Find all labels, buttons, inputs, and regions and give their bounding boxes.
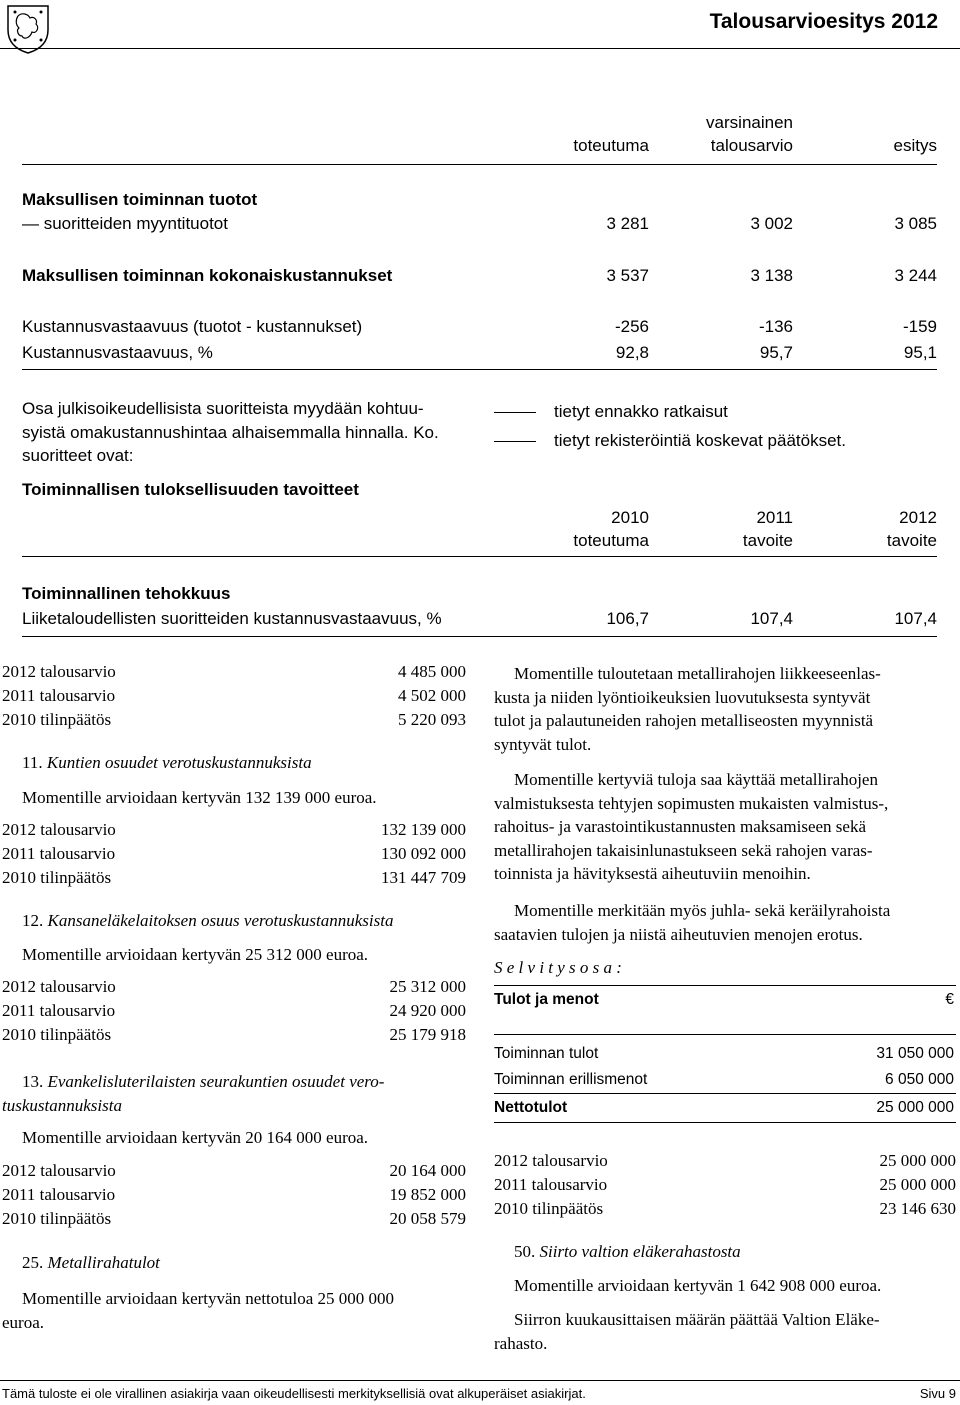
header-rule — [0, 48, 960, 49]
table-row: Toiminnan tulot 31 050 000 — [494, 1045, 954, 1062]
table-row: Liiketaloudellisten suoritteiden kustannusvastaavuus, % 106,7 107,4 107,4 — [22, 609, 937, 628]
section-heading-11: 11. Kuntien osuudet verotuskustannuksista — [22, 753, 312, 772]
footer-disclaimer: Tämä tuloste ei ole virallinen asiakirja vaan oikeudellisesti merkityksellisiä ovat alkuperäiset asiakirjat. — [2, 1386, 586, 1401]
paragraph-3: Momentille merkitään myös juhla- sekä keräilyrahoista saatavien tulojen ja niistä aiheutuvien menojen erotus. — [494, 901, 891, 944]
table1-header-line2 — [22, 136, 937, 158]
list-item: 2012 talousarvio 20 164 000 — [2, 1161, 466, 1180]
table2-bottom-rule — [22, 636, 937, 637]
section-heading-50: 50. Siirto valtion eläkerahastosta — [514, 1242, 741, 1261]
list-item: 2010 tilinpäätös 20 058 579 — [2, 1209, 466, 1228]
list-item: 2011 talousarvio 24 920 000 — [2, 1001, 466, 1020]
col-header-toteutuma: toteutuma — [573, 136, 649, 155]
section-heading-25: 25. Metallirahatulot — [22, 1253, 160, 1272]
table2-title: Toiminnallisen tuloksellisuuden tavoitteet — [22, 480, 359, 499]
list-item: 2012 talousarvio 25 000 000 — [494, 1151, 956, 1170]
page-number: Sivu 9 — [919, 1386, 956, 1401]
paragraph-2: Momentille kertyviä tuloja saa käyttää metallirahojen valmistuksesta tehtyjen sopimusten mukaisten valmistus-, rahoitus- ja varastointikustannusten maksamiseen sekä metallirahojen takaisinlunastukseen sekä rahojen varas- toinnista ja hävityksestä aiheutuviin menoihin. — [494, 770, 889, 883]
selvitysosa-heading: S e l v i t y s o s a : — [494, 958, 622, 977]
col-header-esitys: esitys — [893, 136, 937, 155]
paragraph-1: Momentille tuloutetaan metallirahojen liikkeeseenlas- kusta ja niiden lyöntioikeuksien luovutuksesta syntyvät tulot ja palautuneiden rahojen metalliseosten myynnistä syntyvät tulot. — [494, 664, 881, 754]
list-item: 2011 talousarvio 19 852 000 — [2, 1185, 466, 1204]
tulot-header-rule — [494, 1034, 956, 1035]
table2-header-rule — [22, 556, 937, 557]
table-row: Maksullisen toiminnan tuotot — [22, 190, 258, 209]
tulot-bottom-rule — [494, 1122, 956, 1123]
table1-bottom-rule — [22, 369, 937, 370]
list-item: 2012 talousarvio 25 312 000 — [2, 977, 466, 996]
tulot-sum-rule — [494, 1093, 956, 1094]
list-item: 2010 tilinpäätös 25 179 918 — [2, 1025, 466, 1044]
list-item: 2011 talousarvio 4 502 000 — [2, 686, 466, 705]
table2-header-years: 2010 2011 2012 — [611, 508, 937, 527]
section-text-25: Momentille arvioidaan kertyvän nettotuloa 25 000 000 euroa. — [2, 1289, 395, 1332]
list-item: 2012 talousarvio 132 139 000 — [2, 820, 466, 839]
list-item: tietyt ennakko ratkaisut — [494, 397, 846, 426]
list-item: 2011 talousarvio 25 000 000 — [494, 1175, 956, 1194]
tulot-top-rule — [494, 985, 956, 986]
osa-bullet-list — [494, 397, 846, 455]
section-heading-13: 13. Evankelisluterilaisten seurakuntien osuudet vero- tuskustannuksista — [2, 1072, 385, 1115]
section-heading-12: 12. Kansaneläkelaitoksen osuus verotuskustannuksista — [22, 911, 394, 930]
osa-paragraph: Osa julkisoikeudellisista suoritteista myydään kohtuu- syistä omakustannushintaa alhaisemmalla hinnalla. Ko. suoritteet ovat: — [22, 399, 439, 465]
table-row: Toiminnan erillismenot 6 050 000 — [494, 1071, 954, 1088]
page-title: Talousarvioesitys 2012 — [709, 10, 938, 33]
coat-of-arms-logo — [4, 2, 52, 54]
section-text-13: Momentille arvioidaan kertyvän 20 164 000 euroa. — [22, 1128, 369, 1147]
list-item: 2011 talousarvio 130 092 000 — [2, 844, 466, 863]
table1-header-rule — [22, 164, 937, 165]
table-row: Kustannusvastaavuus (tuotot - kustannukset) -256 -136 -159 — [22, 317, 937, 336]
list-item: 2012 talousarvio 4 485 000 — [2, 662, 466, 681]
tulot-header: Tulot ja menot € — [494, 991, 954, 1008]
section-text-50: Momentille arvioidaan kertyvän 1 642 908 000 euroa. — [514, 1276, 882, 1295]
table2-section: Toiminnallinen tehokkuus — [22, 584, 231, 603]
table2-header-labels: toteutuma tavoite tavoite — [573, 531, 937, 550]
list-item: 2010 tilinpäätös 131 447 709 — [2, 868, 466, 887]
footer-rule — [0, 1380, 960, 1381]
table-row: Maksullisen toiminnan kokonaiskustannukset 3 537 3 138 3 244 — [22, 266, 937, 285]
table-row: Kustannusvastaavuus, % 92,8 95,7 95,1 — [22, 343, 937, 362]
list-item: 2010 tilinpäätös 5 220 093 — [2, 710, 466, 729]
section-text-50b: Siirron kuukausittaisen määrän päättää Valtion Eläke- rahasto. — [494, 1310, 880, 1353]
section-text-11: Momentille arvioidaan kertyvän 132 139 000 euroa. — [22, 788, 377, 807]
table-row-netto: Nettotulot 25 000 000 — [494, 1099, 954, 1116]
col-header-varsinainen: varsinainen — [706, 113, 793, 132]
table1-header-line1 — [22, 113, 937, 135]
table-row: — suoritteiden myyntituotot 3 281 3 002 3 085 — [22, 214, 937, 233]
list-item: 2010 tilinpäätös 23 146 630 — [494, 1199, 956, 1218]
list-item: tietyt rekisteröintiä koskevat päätökset. — [494, 426, 846, 455]
section-text-12: Momentille arvioidaan kertyvän 25 312 000 euroa. — [22, 945, 369, 964]
col-header-talousarvio: talousarvio — [710, 136, 793, 155]
